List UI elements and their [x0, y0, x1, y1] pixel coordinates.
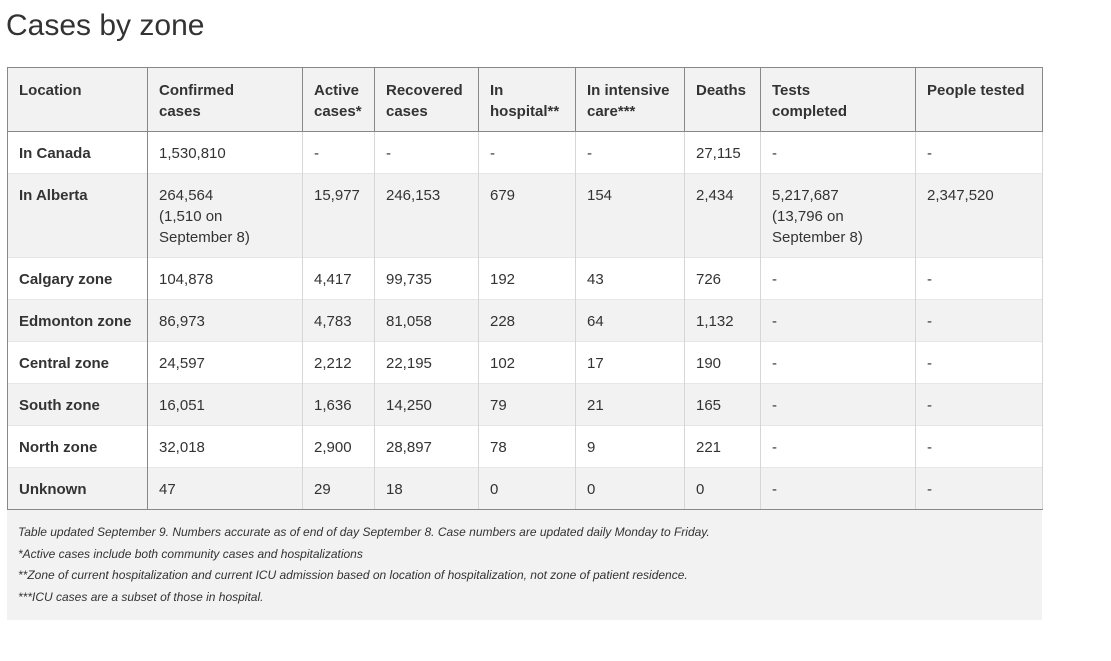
table-cell [375, 384, 479, 426]
cell-value: - [927, 397, 932, 414]
cell-value: - [386, 145, 391, 162]
table-row [8, 384, 1043, 426]
table-cell [916, 174, 1043, 258]
column-header-text: Confirmed [159, 82, 234, 99]
cell-value: 79 [490, 397, 507, 414]
table-cell [303, 174, 375, 258]
cell-value: 28,897 [386, 439, 432, 456]
cell-value: 679 [490, 187, 516, 204]
table-cell [761, 258, 916, 300]
cell-value: (1,510 on [159, 208, 223, 225]
cell-value: - [927, 481, 932, 498]
table-cell [916, 426, 1043, 468]
table-cell [916, 132, 1043, 174]
table-cell [148, 300, 303, 342]
table-cell [303, 300, 375, 342]
cell-value: 0 [490, 481, 499, 498]
table-cell [685, 300, 761, 342]
cell-value: 78 [490, 439, 507, 456]
cell-value: - [927, 271, 932, 288]
table-cell [761, 300, 916, 342]
row-location: North zone [8, 426, 148, 468]
table-cell [761, 342, 916, 384]
column-header-text: completed [772, 103, 848, 120]
column-header-text: cases* [314, 103, 362, 120]
table-cell [303, 132, 375, 174]
table-cell [761, 384, 916, 426]
table-row [8, 342, 1043, 384]
table-cell [916, 258, 1043, 300]
column-header-text: In intensive [587, 82, 670, 99]
cell-value: - [772, 397, 777, 414]
table-cell [576, 174, 685, 258]
column-header-text: cases [386, 103, 428, 120]
cell-value: 4,417 [314, 271, 352, 288]
table-cell [375, 300, 479, 342]
table-cell [148, 258, 303, 300]
cell-value: 27,115 [696, 145, 741, 162]
table-header-row [8, 68, 1043, 132]
cell-value: - [927, 355, 932, 372]
cell-value: 47 [159, 481, 176, 498]
cell-value: 29 [314, 481, 331, 498]
cell-value: - [772, 271, 777, 288]
cell-value: 15,977 [314, 187, 360, 204]
column-header [576, 68, 685, 132]
table-cell [685, 426, 761, 468]
cell-value: 81,058 [386, 313, 432, 330]
footnote: ***ICU cases are a subset of those in hospital. [18, 589, 264, 604]
cell-value: 4,783 [314, 313, 352, 330]
column-header-text: care*** [587, 103, 636, 120]
column-header-text: Active [314, 82, 360, 99]
table-cell [685, 132, 761, 174]
cell-value: 1,530,810 [159, 145, 226, 162]
cell-value: 2,212 [314, 355, 352, 372]
table-cell [685, 384, 761, 426]
table-cell [303, 258, 375, 300]
cell-value: 1,636 [314, 397, 352, 414]
cell-value: 22,195 [386, 355, 432, 372]
cell-value: 43 [587, 271, 604, 288]
column-header-text: Recovered [386, 82, 463, 99]
cell-value: September 8) [772, 229, 863, 246]
cell-value: 154 [587, 187, 613, 204]
column-header-text: Location [19, 82, 82, 99]
cell-value: 21 [587, 397, 604, 414]
table-cell [375, 342, 479, 384]
cases-table-container [7, 67, 1042, 620]
table-cell [576, 132, 685, 174]
cell-value: 24,597 [159, 355, 205, 372]
table-cell [479, 174, 576, 258]
cell-value: 2,900 [314, 439, 352, 456]
column-header-text: Tests [772, 82, 811, 99]
row-location: Edmonton zone [8, 300, 148, 342]
table-cell [148, 468, 303, 510]
row-location: In Alberta [8, 174, 148, 258]
footnote: Table updated September 9. Numbers accurate as of end of day September 8. Case numbers are updated daily Monday to Friday. [18, 525, 710, 539]
table-row [8, 174, 1043, 258]
table-row [8, 426, 1043, 468]
table-cell [479, 300, 576, 342]
table-cell [479, 468, 576, 510]
footnote: *Active cases include both community cases and hospitalizations [18, 546, 363, 561]
table-cell [479, 426, 576, 468]
row-location: Unknown [8, 468, 148, 510]
cell-value: 190 [696, 355, 722, 372]
table-cell [576, 468, 685, 510]
column-header [375, 68, 479, 132]
column-header [148, 68, 303, 132]
cell-value: - [927, 439, 932, 456]
column-header-text: People tested [927, 82, 1025, 99]
cell-value: 32,018 [159, 439, 205, 456]
table-cell [761, 132, 916, 174]
cell-value: - [772, 313, 777, 330]
table-cell [303, 342, 375, 384]
table-cell [375, 258, 479, 300]
cell-value: 246,153 [386, 187, 441, 204]
table-footnotes [7, 510, 1042, 620]
column-header [916, 68, 1043, 132]
cell-value: 102 [490, 355, 516, 372]
table-cell [761, 426, 916, 468]
table-cell [576, 342, 685, 384]
cell-value: 9 [587, 439, 596, 456]
table-row [8, 468, 1043, 510]
cell-value: 0 [696, 481, 705, 498]
table-cell [148, 384, 303, 426]
table-cell [479, 384, 576, 426]
table-cell [685, 342, 761, 384]
cell-value: 726 [696, 271, 722, 288]
row-location: Central zone [8, 342, 148, 384]
table-cell [761, 174, 916, 258]
table-cell [375, 426, 479, 468]
cell-value: 64 [587, 313, 604, 330]
column-header-text: Deaths [696, 82, 747, 99]
table-cell [576, 258, 685, 300]
cell-value: 0 [587, 481, 596, 498]
table-cell [685, 174, 761, 258]
cell-value: 17 [587, 355, 604, 372]
cell-value: 1,132 [696, 313, 734, 330]
column-header-text: cases [159, 103, 201, 120]
column-header [761, 68, 916, 132]
cases-by-zone-table [7, 67, 1043, 510]
column-header-text: In [490, 82, 504, 99]
table-cell [303, 468, 375, 510]
table-cell [375, 174, 479, 258]
row-location: In Canada [8, 132, 148, 174]
cell-value: - [587, 145, 592, 162]
cell-value: - [772, 355, 777, 372]
cell-value: - [490, 145, 495, 162]
table-cell [479, 342, 576, 384]
cell-value: - [927, 145, 932, 162]
cell-value: 5,217,687 [772, 187, 839, 204]
cell-value: 86,973 [159, 313, 205, 330]
table-cell [375, 468, 479, 510]
table-cell [479, 258, 576, 300]
cell-value: 104,878 [159, 271, 214, 288]
cell-value: 99,735 [386, 271, 432, 288]
table-cell [916, 342, 1043, 384]
column-header-text: hospital** [490, 103, 560, 120]
table-cell [148, 342, 303, 384]
cell-value: - [772, 145, 777, 162]
table-cell [148, 426, 303, 468]
cell-value: 165 [696, 397, 722, 414]
cell-value: 228 [490, 313, 516, 330]
column-header [685, 68, 761, 132]
cell-value: - [772, 439, 777, 456]
cell-value: (13,796 on [772, 208, 844, 225]
table-cell [916, 468, 1043, 510]
cell-value: 14,250 [386, 397, 432, 414]
cell-value: - [772, 481, 777, 498]
table-row [8, 300, 1043, 342]
table-cell [148, 174, 303, 258]
table-cell [303, 426, 375, 468]
table-cell [761, 468, 916, 510]
table-cell [148, 132, 303, 174]
table-cell [916, 384, 1043, 426]
table-cell [479, 132, 576, 174]
table-cell [685, 468, 761, 510]
cell-value: 192 [490, 271, 516, 288]
table-cell [685, 258, 761, 300]
page-title: Cases by zone [6, 9, 205, 42]
cell-value: 18 [386, 481, 403, 498]
column-header [479, 68, 576, 132]
column-header [303, 68, 375, 132]
table-cell [916, 300, 1043, 342]
cell-value: September 8) [159, 229, 250, 246]
table-cell [576, 426, 685, 468]
table-cell [576, 300, 685, 342]
table-cell [303, 384, 375, 426]
column-header [8, 68, 148, 132]
table-body [8, 132, 1043, 510]
table-row [8, 132, 1043, 174]
table-row [8, 258, 1043, 300]
cell-value: - [314, 145, 319, 162]
row-location: South zone [8, 384, 148, 426]
table-cell [375, 132, 479, 174]
cell-value: 16,051 [159, 397, 205, 414]
cell-value: 221 [696, 439, 722, 456]
footnote: **Zone of current hospitalization and current ICU admission based on location of hospitalization, not zone of patient residence. [18, 568, 688, 582]
row-location: Calgary zone [8, 258, 148, 300]
table-cell [576, 384, 685, 426]
cell-value: 264,564 [159, 187, 214, 204]
cell-value: 2,434 [696, 187, 734, 204]
cell-value: - [927, 313, 932, 330]
cell-value: 2,347,520 [927, 187, 994, 204]
